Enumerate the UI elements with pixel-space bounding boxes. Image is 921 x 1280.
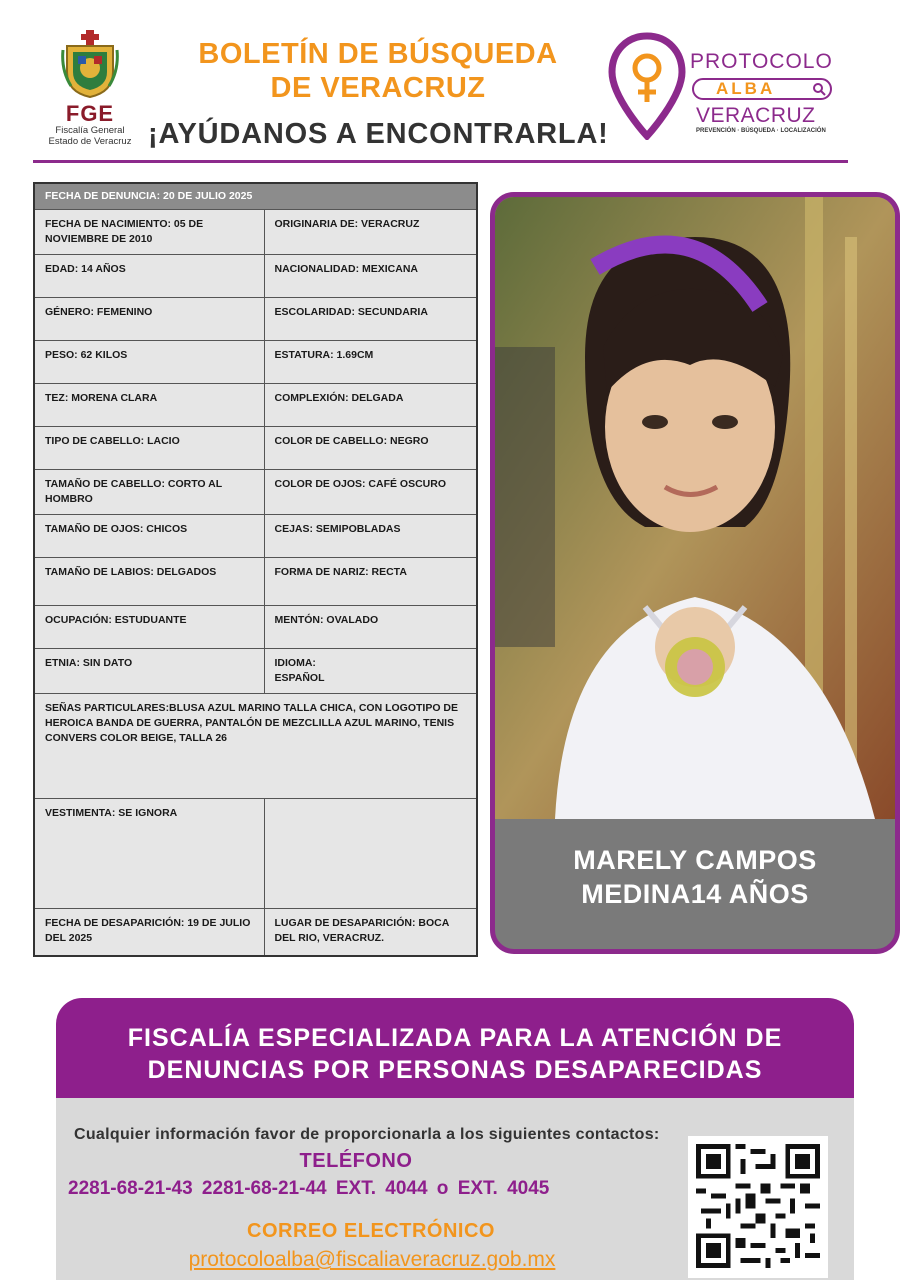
contact-section	[56, 1098, 854, 1280]
header-divider	[33, 160, 848, 163]
person-name-box	[495, 823, 895, 953]
qr-code-icon[interactable]	[688, 1136, 828, 1278]
height: ESTATURA: 1.69CM	[264, 340, 477, 383]
call-to-action: ¡AYÚDANOS A ENCONTRARLA!	[148, 118, 609, 150]
language: IDIOMA: ESPAÑOL	[264, 648, 477, 693]
fge-abbreviation: FGE	[65, 101, 115, 126]
bulletin-title-line1: BOLETÍN DE BÚSQUEDA	[198, 38, 558, 70]
chin: MENTÓN: OVALADO	[264, 605, 477, 648]
table-row	[34, 557, 477, 605]
contact-intro: Cualquier información favor de proporcionarla a los siguientes contactos:	[74, 1126, 660, 1143]
veracruz-coat-of-arms-icon	[61, 30, 119, 98]
eyebrows: CEJAS: SEMIPOBLADAS	[264, 514, 477, 557]
email-link[interactable]: protocoloalba@fiscaliaveracruz.gob.mx	[188, 1248, 556, 1271]
hair-length: TAMAÑO DE CABELLO: CORTO AL HOMBRO	[34, 469, 264, 514]
alba-word-veracruz: VERACRUZ	[696, 104, 816, 127]
fge-name-line2: Estado de Veracruz	[48, 136, 132, 147]
table-row	[34, 693, 477, 798]
missing-person-photo	[495, 197, 895, 819]
alba-word-alba: ALBA	[716, 79, 776, 98]
table-row	[34, 340, 477, 383]
table-row	[34, 469, 477, 514]
alba-pill	[692, 78, 832, 100]
table-row	[34, 605, 477, 648]
fge-logo	[40, 30, 140, 155]
table-row	[34, 798, 477, 908]
table-row	[34, 254, 477, 297]
nose-shape: FORMA DE NARIZ: RECTA	[264, 557, 477, 605]
birth-date: FECHA DE NACIMIENTO: 05 DE NOVIEMBRE DE 2010	[34, 209, 264, 254]
agency-name-line2: DENUNCIAS POR PERSONAS DESAPARECIDAS	[147, 1056, 763, 1084]
eye-size: TAMAÑO DE OJOS: CHICOS	[34, 514, 264, 557]
particular-marks: SEÑAS PARTICULARES:BLUSA AZUL MARINO TALLA CHICA, CON LOGOTIPO DE HEROICA BANDA DE GUERRA, PANTALÓN DE MEZCLILLA AZUL MARINO, TENIS CONVERS COLOR BEIGE, TALLA 26	[34, 693, 477, 798]
agency-banner	[56, 998, 854, 1098]
table-row	[34, 183, 477, 209]
table-row	[34, 648, 477, 693]
complexion-tone: TEZ: MORENA CLARA	[34, 383, 264, 426]
table-row	[34, 426, 477, 469]
clothing-extra	[264, 798, 477, 908]
table-row	[34, 209, 477, 254]
phone-numbers[interactable]: 2281-68-21-43 2281-68-21-44 EXT. 4044 o EXT. 4045	[68, 1178, 550, 1199]
portrait-illustration	[495, 197, 895, 819]
build: COMPLEXIÓN: DELGADA	[264, 383, 477, 426]
fge-name-line1: Fiscalía General	[55, 125, 125, 136]
photo-panel	[490, 192, 900, 954]
email-label: CORREO ELECTRÓNICO	[247, 1220, 495, 1242]
agency-name-line1: FISCALÍA ESPECIALIZADA PARA LA ATENCIÓN DE	[127, 1024, 783, 1052]
disappearance-date: FECHA DE DESAPARICIÓN: 19 DE JULIO DEL 2025	[34, 908, 264, 956]
phone-label: TELÉFONO	[299, 1150, 413, 1172]
table-row	[34, 383, 477, 426]
female-location-pin-icon	[608, 32, 686, 140]
disappearance-place: LUGAR DE DESAPARICIÓN: BOCA DEL RIO, VERACRUZ.	[264, 908, 477, 956]
person-name-line1: MARELY CAMPOS	[573, 845, 817, 875]
schooling: ESCOLARIDAD: SECUNDARIA	[264, 297, 477, 340]
person-name-line2: MEDINA14 AÑOS	[581, 879, 809, 909]
table-row	[34, 514, 477, 557]
hair-type: TIPO DE CABELLO: LACIO	[34, 426, 264, 469]
alba-word-protocolo: PROTOCOLO	[690, 50, 833, 73]
protocolo-alba-logo	[608, 32, 838, 142]
ethnicity: ETNIA: SIN DATO	[34, 648, 264, 693]
report-date: FECHA DE DENUNCIA: 20 DE JULIO 2025	[34, 183, 477, 209]
table-row	[34, 908, 477, 956]
origin: ORIGINARIA DE: VERACRUZ	[264, 209, 477, 254]
qr-pattern	[696, 1144, 820, 1268]
age: EDAD: 14 AÑOS	[34, 254, 264, 297]
person-info-table	[33, 182, 478, 957]
weight: PESO: 62 KILOS	[34, 340, 264, 383]
hair-color: COLOR DE CABELLO: NEGRO	[264, 426, 477, 469]
lip-size: TAMAÑO DE LABIOS: DELGADOS	[34, 557, 264, 605]
bulletin-title-line2: DE VERACRUZ	[270, 72, 486, 104]
magnifier-icon	[812, 82, 826, 96]
occupation: OCUPACIÓN: ESTUDUANTE	[34, 605, 264, 648]
table-row	[34, 297, 477, 340]
gender: GÉNERO: FEMENINO	[34, 297, 264, 340]
clothing: VESTIMENTA: SE IGNORA	[34, 798, 264, 908]
nationality: NACIONALIDAD: MEXICANA	[264, 254, 477, 297]
eye-color: COLOR DE OJOS: CAFÉ OSCURO	[264, 469, 477, 514]
alba-tagline: PREVENCIÓN · BÚSQUEDA · LOCALIZACIÓN	[696, 128, 826, 134]
